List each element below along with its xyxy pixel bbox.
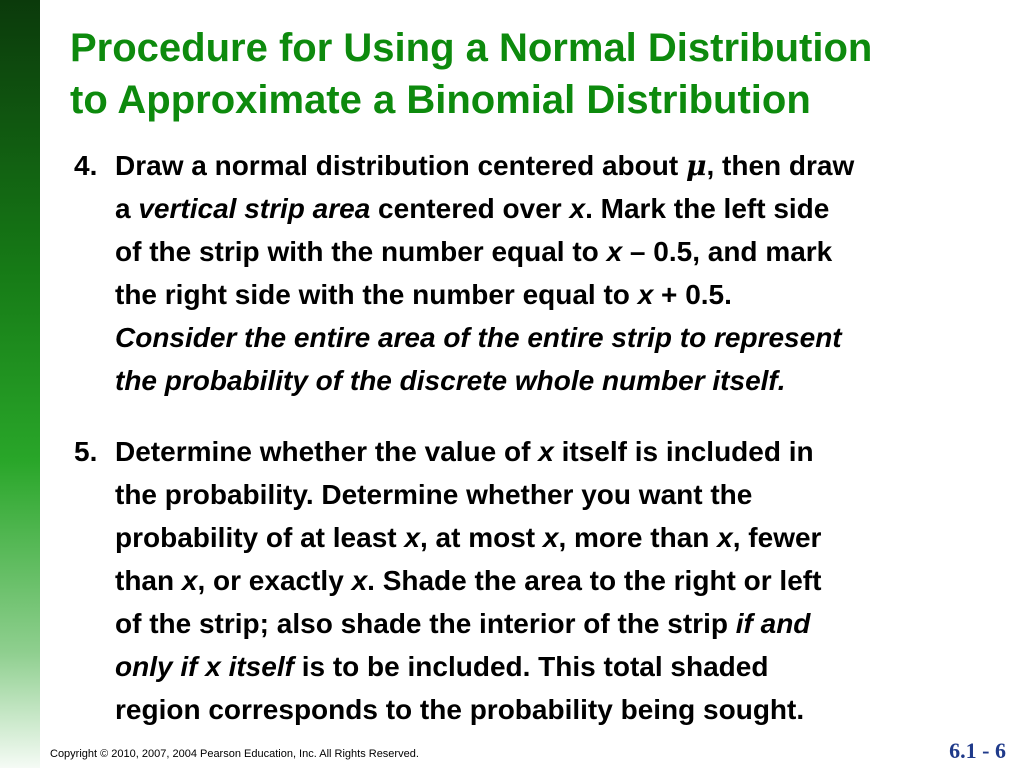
text-run: probability of at least bbox=[115, 522, 405, 553]
step-4-line-3 bbox=[115, 230, 1014, 273]
italic-run: if and bbox=[735, 608, 811, 639]
italic-run: Consider the entire area of the entire strip to represent bbox=[115, 322, 842, 353]
text-run: is to be included. This total shaded bbox=[293, 651, 769, 682]
text-run: of the strip; also shade the interior of the strip bbox=[115, 608, 736, 639]
italic-x: x bbox=[569, 193, 586, 224]
step-4-line-6 bbox=[115, 359, 1014, 402]
step-5-line-7: region corresponds to the probability being sought. bbox=[115, 694, 805, 725]
step-5-line-2: the probability. Determine whether you want the bbox=[115, 479, 753, 510]
green-sidebar-bar bbox=[0, 0, 40, 768]
step-4-line-5 bbox=[115, 316, 1014, 359]
step-5-line-3 bbox=[115, 516, 1014, 559]
copyright-notice: Copyright © 2010, 2007, 2004 Pearson Education, Inc. All Rights Reserved. bbox=[50, 748, 419, 760]
text-run: . Mark the left side bbox=[585, 193, 830, 224]
text-run: . Shade the area to the right or left bbox=[367, 565, 822, 596]
text-run: – 0.5, and mark bbox=[622, 236, 833, 267]
step-4-number: 4. bbox=[74, 150, 98, 181]
step-5-line-5 bbox=[115, 602, 1014, 645]
step-5-line-1 bbox=[115, 430, 1014, 473]
step-4-line-4 bbox=[115, 273, 1014, 316]
text-run: than bbox=[115, 565, 182, 596]
italic-run: the probability of the discrete whole number itself. bbox=[115, 365, 786, 396]
italic-x: x bbox=[181, 565, 198, 596]
text-run: , more than bbox=[558, 522, 718, 553]
italic-x: x bbox=[637, 279, 654, 310]
italic-x: x bbox=[542, 522, 559, 553]
text-run: the right side with the number equal to bbox=[115, 279, 638, 310]
text-run: , then draw bbox=[706, 150, 855, 181]
italic-run: only if x itself bbox=[115, 651, 294, 682]
text-run: centered over bbox=[370, 193, 570, 224]
slide-number: 6.1 - 6 bbox=[949, 738, 1006, 763]
italic-x: x bbox=[351, 565, 368, 596]
text-run: , or exactly bbox=[197, 565, 352, 596]
text-run: a bbox=[115, 193, 139, 224]
slide-title bbox=[70, 22, 1010, 126]
text-run: Draw a normal distribution centered about bbox=[115, 150, 686, 181]
title-line-2: to Approximate a Binomial Distribution bbox=[70, 78, 811, 122]
text-run: + 0.5. bbox=[653, 279, 732, 310]
step-5-line-6 bbox=[115, 645, 1014, 688]
italic-run: vertical strip area bbox=[138, 193, 371, 224]
text-run: of the strip with the number equal to bbox=[115, 236, 607, 267]
italic-x: x bbox=[404, 522, 420, 553]
italic-x: x bbox=[606, 236, 623, 267]
step-5-line-4 bbox=[115, 559, 1014, 602]
text-run: , fewer bbox=[732, 522, 822, 553]
step-4-line-1 bbox=[115, 144, 1014, 187]
italic-x: x bbox=[717, 522, 733, 553]
step-5-number: 5. bbox=[74, 436, 98, 467]
title-line-1: Procedure for Using a Normal Distribution bbox=[70, 26, 873, 70]
step-5 bbox=[74, 430, 1014, 731]
text-run: itself is included in bbox=[553, 436, 814, 467]
step-4 bbox=[74, 144, 1014, 402]
step-4-line-2 bbox=[115, 187, 1014, 230]
text-run: , at most bbox=[419, 522, 543, 553]
italic-x: x bbox=[538, 436, 554, 467]
text-run: Determine whether the value of bbox=[115, 436, 539, 467]
mu-symbol: μ bbox=[685, 149, 707, 182]
